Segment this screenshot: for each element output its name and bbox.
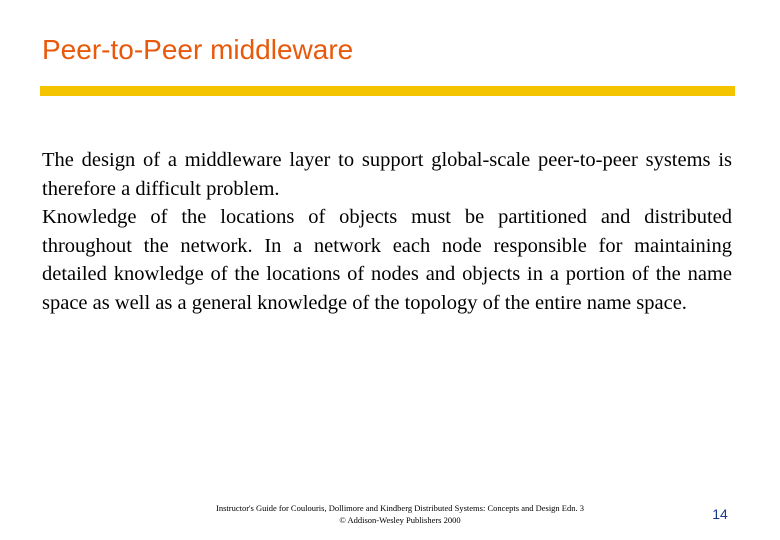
title-divider [40, 86, 735, 96]
slide-body [42, 146, 732, 318]
page-number: 14 [712, 506, 728, 522]
body-paragraph: Knowledge of the locations of objects must be partitioned and distributed throughout the network. In a network each node responsible for maintaining detailed knowledge of the locations of nodes and objects in a portion of the name space as well as a general knowledge of the topology of the entire name space. [42, 206, 732, 314]
footer-credit [170, 502, 630, 526]
slide-title: Peer-to-Peer middleware [42, 34, 354, 65]
footer-credit-line: Instructor's Guide for Coulouris, Dollimore and Kindberg Distributed Systems: Concepts and Design Edn. 3 [215, 503, 584, 513]
footer-copyright-line: © Addison-Wesley Publishers 2000 [339, 515, 461, 525]
body-paragraph: The design of a middleware layer to support global-scale peer-to-peer systems is therefore a difficult problem. [42, 149, 732, 200]
